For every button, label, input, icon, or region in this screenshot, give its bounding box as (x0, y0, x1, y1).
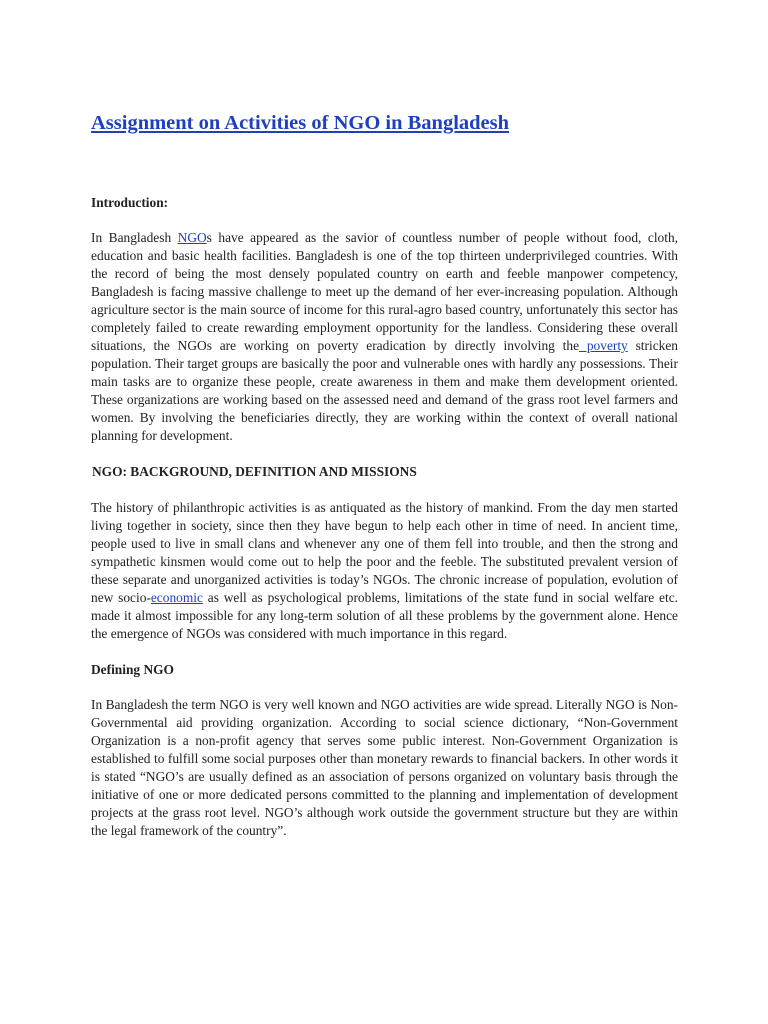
document-page (91, 108, 678, 840)
economic-link[interactable]: economic (150, 590, 203, 605)
title-link[interactable]: Assignment on Activities of NGO in Bangladesh (91, 112, 510, 134)
ngo-link[interactable]: NGO (177, 230, 207, 245)
paragraph-text: In Bangladesh (91, 230, 178, 245)
poverty-link[interactable]: poverty (579, 338, 628, 353)
document-title (91, 108, 678, 138)
paragraph-text: stricken population. Their target groups are basically the poor and vulnerable ones with hardly any possessions. Their main tasks are to organize these people, create awareness in them and make them development oriented. These organizations are working based on the assessed need and demand of the grass root level farmers and women. By involving the beneficiaries directly, they are working within the context of overall national planning for development. (91, 338, 678, 443)
paragraph-text: The history of philanthropic activities is as antiquated as the history of mankind. From the day men started living together in society, since then they have begun to help each other in time of need. In ancient time, people used to live in small clans and whenever any one of them fell into trouble, and then the strong and sympathetic kinsmen would come out to help the poor and the feeble. The substituted prevalent version of these separate and unorganized activities is today’s NGOs. The chronic increase of population, evolution of new socio- (91, 500, 678, 605)
section-heading-defining-ngo: Defining NGO (91, 662, 174, 677)
background-paragraph (91, 499, 678, 643)
introduction-paragraph (91, 229, 678, 445)
section-heading-background: NGO: BACKGROUND, DEFINITION AND MISSIONS (92, 464, 417, 479)
paragraph-text: as well as psychological problems, limitations of the state fund in social welfare etc. made it almost impossible for any long-term solution of all these problems by the government alone. Hence the emergence of NGOs was considered with much importance in this regard. (91, 590, 678, 641)
defining-ngo-paragraph (91, 696, 678, 840)
paragraph-text: s have appeared as the savior of countless number of people without food, cloth, education and basic health facilities. Bangladesh is one of the top thirteen underprivileged countries. With the record of being the most densely populated country on earth and feeble manpower competency, Bangladesh is facing massive challenge to meet up the demand of her ever-increasing population. Although agriculture sector is the main source of income for this rural-agro based country, unfortunately this sector has completely failed to create rewarding employment opportunity for the landless. Considering these overall situations, the NGOs are working on poverty eradication by directly involving the (91, 230, 678, 353)
paragraph-text: In Bangladesh the term NGO is very well known and NGO activities are wide spread. Literally NGO is Non-Governmental aid providing organization. According to social science dictionary, “Non-Government Organization is a non-profit agency that serves some public interest. Non-Government Organization is established to fulfill some social purposes other than monetary rewards to financial backers. In other words it is stated “NGO’s are usually defined as an association of persons organized on voluntary basis through the initiative of one or more dedicated persons committed to the planning and implementation of development projects at the grass root level. NGO’s although work outside the government structure but they are within the legal framework of the country”. (91, 697, 678, 838)
section-heading-introduction: Introduction: (91, 195, 169, 210)
